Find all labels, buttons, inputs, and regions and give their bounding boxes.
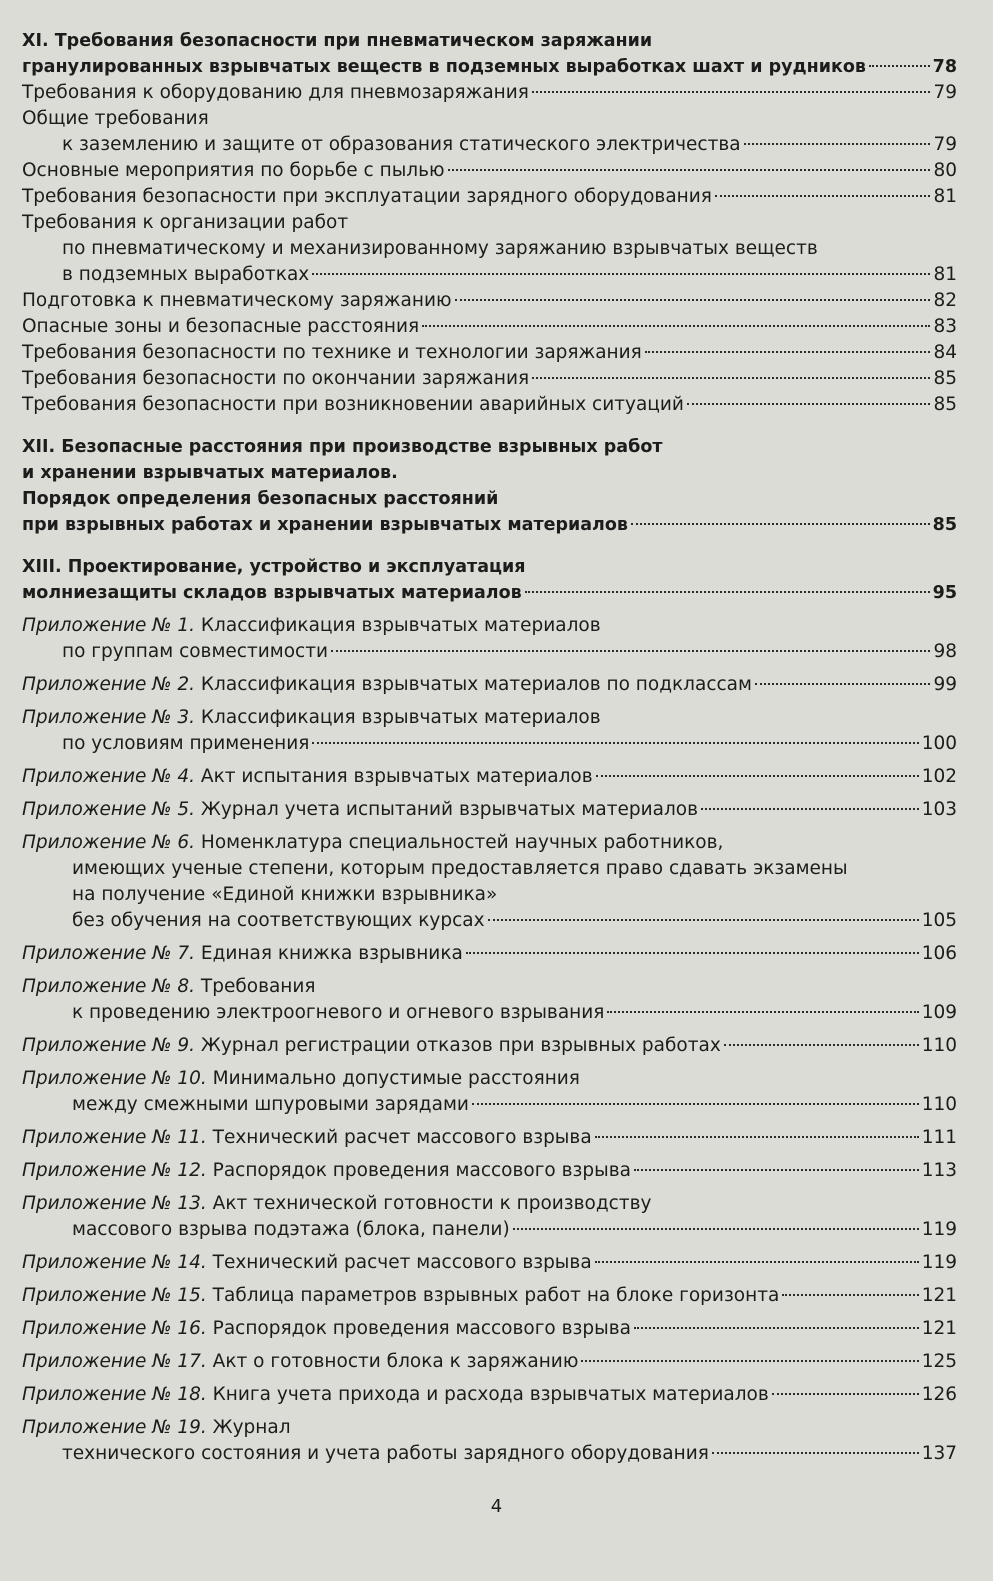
toc-appendix-17[interactable]: Приложение № 17. Акт о готовности блока к заряжанию 125 [22,1349,957,1375]
toc-appendix-11[interactable]: Приложение № 11. Технический расчет массового взрыва 111 [22,1125,957,1151]
page-ref: 137 [921,1443,957,1464]
page-ref: 98 [933,641,957,662]
toc-section-xiii[interactable]: XIII. Проектирование, устройство и эксплуатация молниезащиты складов взрывчатых материалов 95 [22,554,957,606]
toc-entry[interactable]: Требования безопасности по окончании заряжания 85 [22,366,957,392]
page-ref: 81 [933,264,957,285]
toc-appendix-10[interactable]: Приложение № 10. Минимально допустимые расстояния между смежными шпуровыми зарядами 110 [22,1066,957,1118]
toc-appendix-12[interactable]: Приложение № 12. Распорядок проведения массового взрыва 113 [22,1158,957,1184]
page-ref: 106 [921,943,957,964]
page-ref: 102 [921,766,957,787]
toc-entry[interactable]: Требования безопасности при возникновении аварийных ситуаций 85 [22,392,957,418]
page-ref: 121 [921,1318,957,1339]
page-ref: 79 [933,82,957,103]
page-ref: 81 [933,186,957,207]
toc-entry[interactable]: Подготовка к пневматическому заряжанию 82 [22,288,957,314]
page-ref: 119 [921,1219,957,1240]
page-ref: 113 [921,1160,957,1181]
toc-appendix-14[interactable]: Приложение № 14. Технический расчет массового взрыва 119 [22,1250,957,1276]
toc-section-xii[interactable]: XII. Безопасные расстояния при производстве взрывных работ и хранении взрывчатых материалов. Порядок определения безопасных расстояний при взрывных работах и хранении взрывчатых материалов 85 [22,434,957,538]
page-ref: 84 [933,342,957,363]
page-ref: 110 [921,1035,957,1056]
toc-appendix-16[interactable]: Приложение № 16. Распорядок проведения массового взрыва 121 [22,1316,957,1342]
toc-appendix-6[interactable]: Приложение № 6. Номенклатура специальностей научных работников, имеющих ученые степени, которым предоставляется право сдавать экзамены на получение «Единой книжки взрывника» без обучения на соответствующих курсах 105 [22,830,957,934]
toc-appendix-3[interactable]: Приложение № 3. Классификация взрывчатых материалов по условиям применения 100 [22,705,957,757]
toc-entry[interactable]: Опасные зоны и безопасные расстояния 83 [22,314,957,340]
page-ref: 85 [933,394,957,415]
page-ref: 99 [933,674,957,695]
page-ref: 121 [921,1285,957,1306]
toc-entry[interactable]: Требования безопасности при эксплуатации зарядного оборудования 81 [22,184,957,210]
page-ref: 125 [921,1351,957,1372]
toc-appendix-9[interactable]: Приложение № 9. Журнал регистрации отказов при взрывных работах 110 [22,1033,957,1059]
toc-section-xi[interactable]: XI. Требования безопасности при пневматическом заряжании гранулированных взрывчатых веществ в подземных выработках шахт и рудников 78 [22,28,957,80]
toc-appendix-7[interactable]: Приложение № 7. Единая книжка взрывника 106 [22,941,957,967]
page-ref: 109 [921,1002,957,1023]
page-ref: 119 [921,1252,957,1273]
page-ref: 110 [921,1094,957,1115]
toc-appendix-19[interactable]: Приложение № 19. Журнал технического состояния и учета работы зарядного оборудования 137 [22,1415,957,1467]
page-ref: 105 [921,910,957,931]
page-ref: 100 [921,733,957,754]
page-ref: 79 [933,134,957,155]
toc-entry[interactable]: Требования к оборудованию для пневмозаряжания 79 [22,80,957,106]
page-ref: 85 [933,368,957,389]
page-ref: 82 [933,290,957,311]
page-number: 4 [490,1496,503,1517]
toc-appendix-4[interactable]: Приложение № 4. Акт испытания взрывчатых материалов 102 [22,764,957,790]
toc-appendix-2[interactable]: Приложение № 2. Классификация взрывчатых материалов по подклассам 99 [22,672,957,698]
toc-appendix-5[interactable]: Приложение № 5. Журнал учета испытаний взрывчатых материалов 103 [22,797,957,823]
page-ref: 85 [932,515,957,535]
page-ref: 126 [921,1384,957,1405]
page-ref: 111 [921,1127,957,1148]
toc-appendix-1[interactable]: Приложение № 1. Классификация взрывчатых материалов по группам совместимости 98 [22,613,957,665]
page-ref: 95 [932,583,957,603]
page-ref: 83 [933,316,957,337]
toc-entry[interactable]: Требования безопасности по технике и технологии заряжания 84 [22,340,957,366]
page-ref: 80 [933,160,957,181]
toc-entry[interactable]: Требования к организации работ по пневматическому и механизированному заряжанию взрывчатых веществ в подземных выработках 81 [22,210,957,288]
page-ref: 103 [921,799,957,820]
toc-appendix-15[interactable]: Приложение № 15. Таблица параметров взрывных работ на блоке горизонта 121 [22,1283,957,1309]
toc-appendix-8[interactable]: Приложение № 8. Требования к проведению электроогневого и огневого взрывания 109 [22,974,957,1026]
page-ref: 78 [932,57,957,77]
toc-appendix-18[interactable]: Приложение № 18. Книга учета прихода и расхода взрывчатых материалов 126 [22,1382,957,1408]
table-of-contents [22,28,957,1467]
toc-entry[interactable]: Основные мероприятия по борьбе с пылью 80 [22,158,957,184]
toc-entry[interactable]: Общие требования к заземлению и защите от образования статического электричества 79 [22,106,957,158]
toc-appendix-13[interactable]: Приложение № 13. Акт технической готовности к производству массового взрыва подэтажа (блока, панели) 119 [22,1191,957,1243]
